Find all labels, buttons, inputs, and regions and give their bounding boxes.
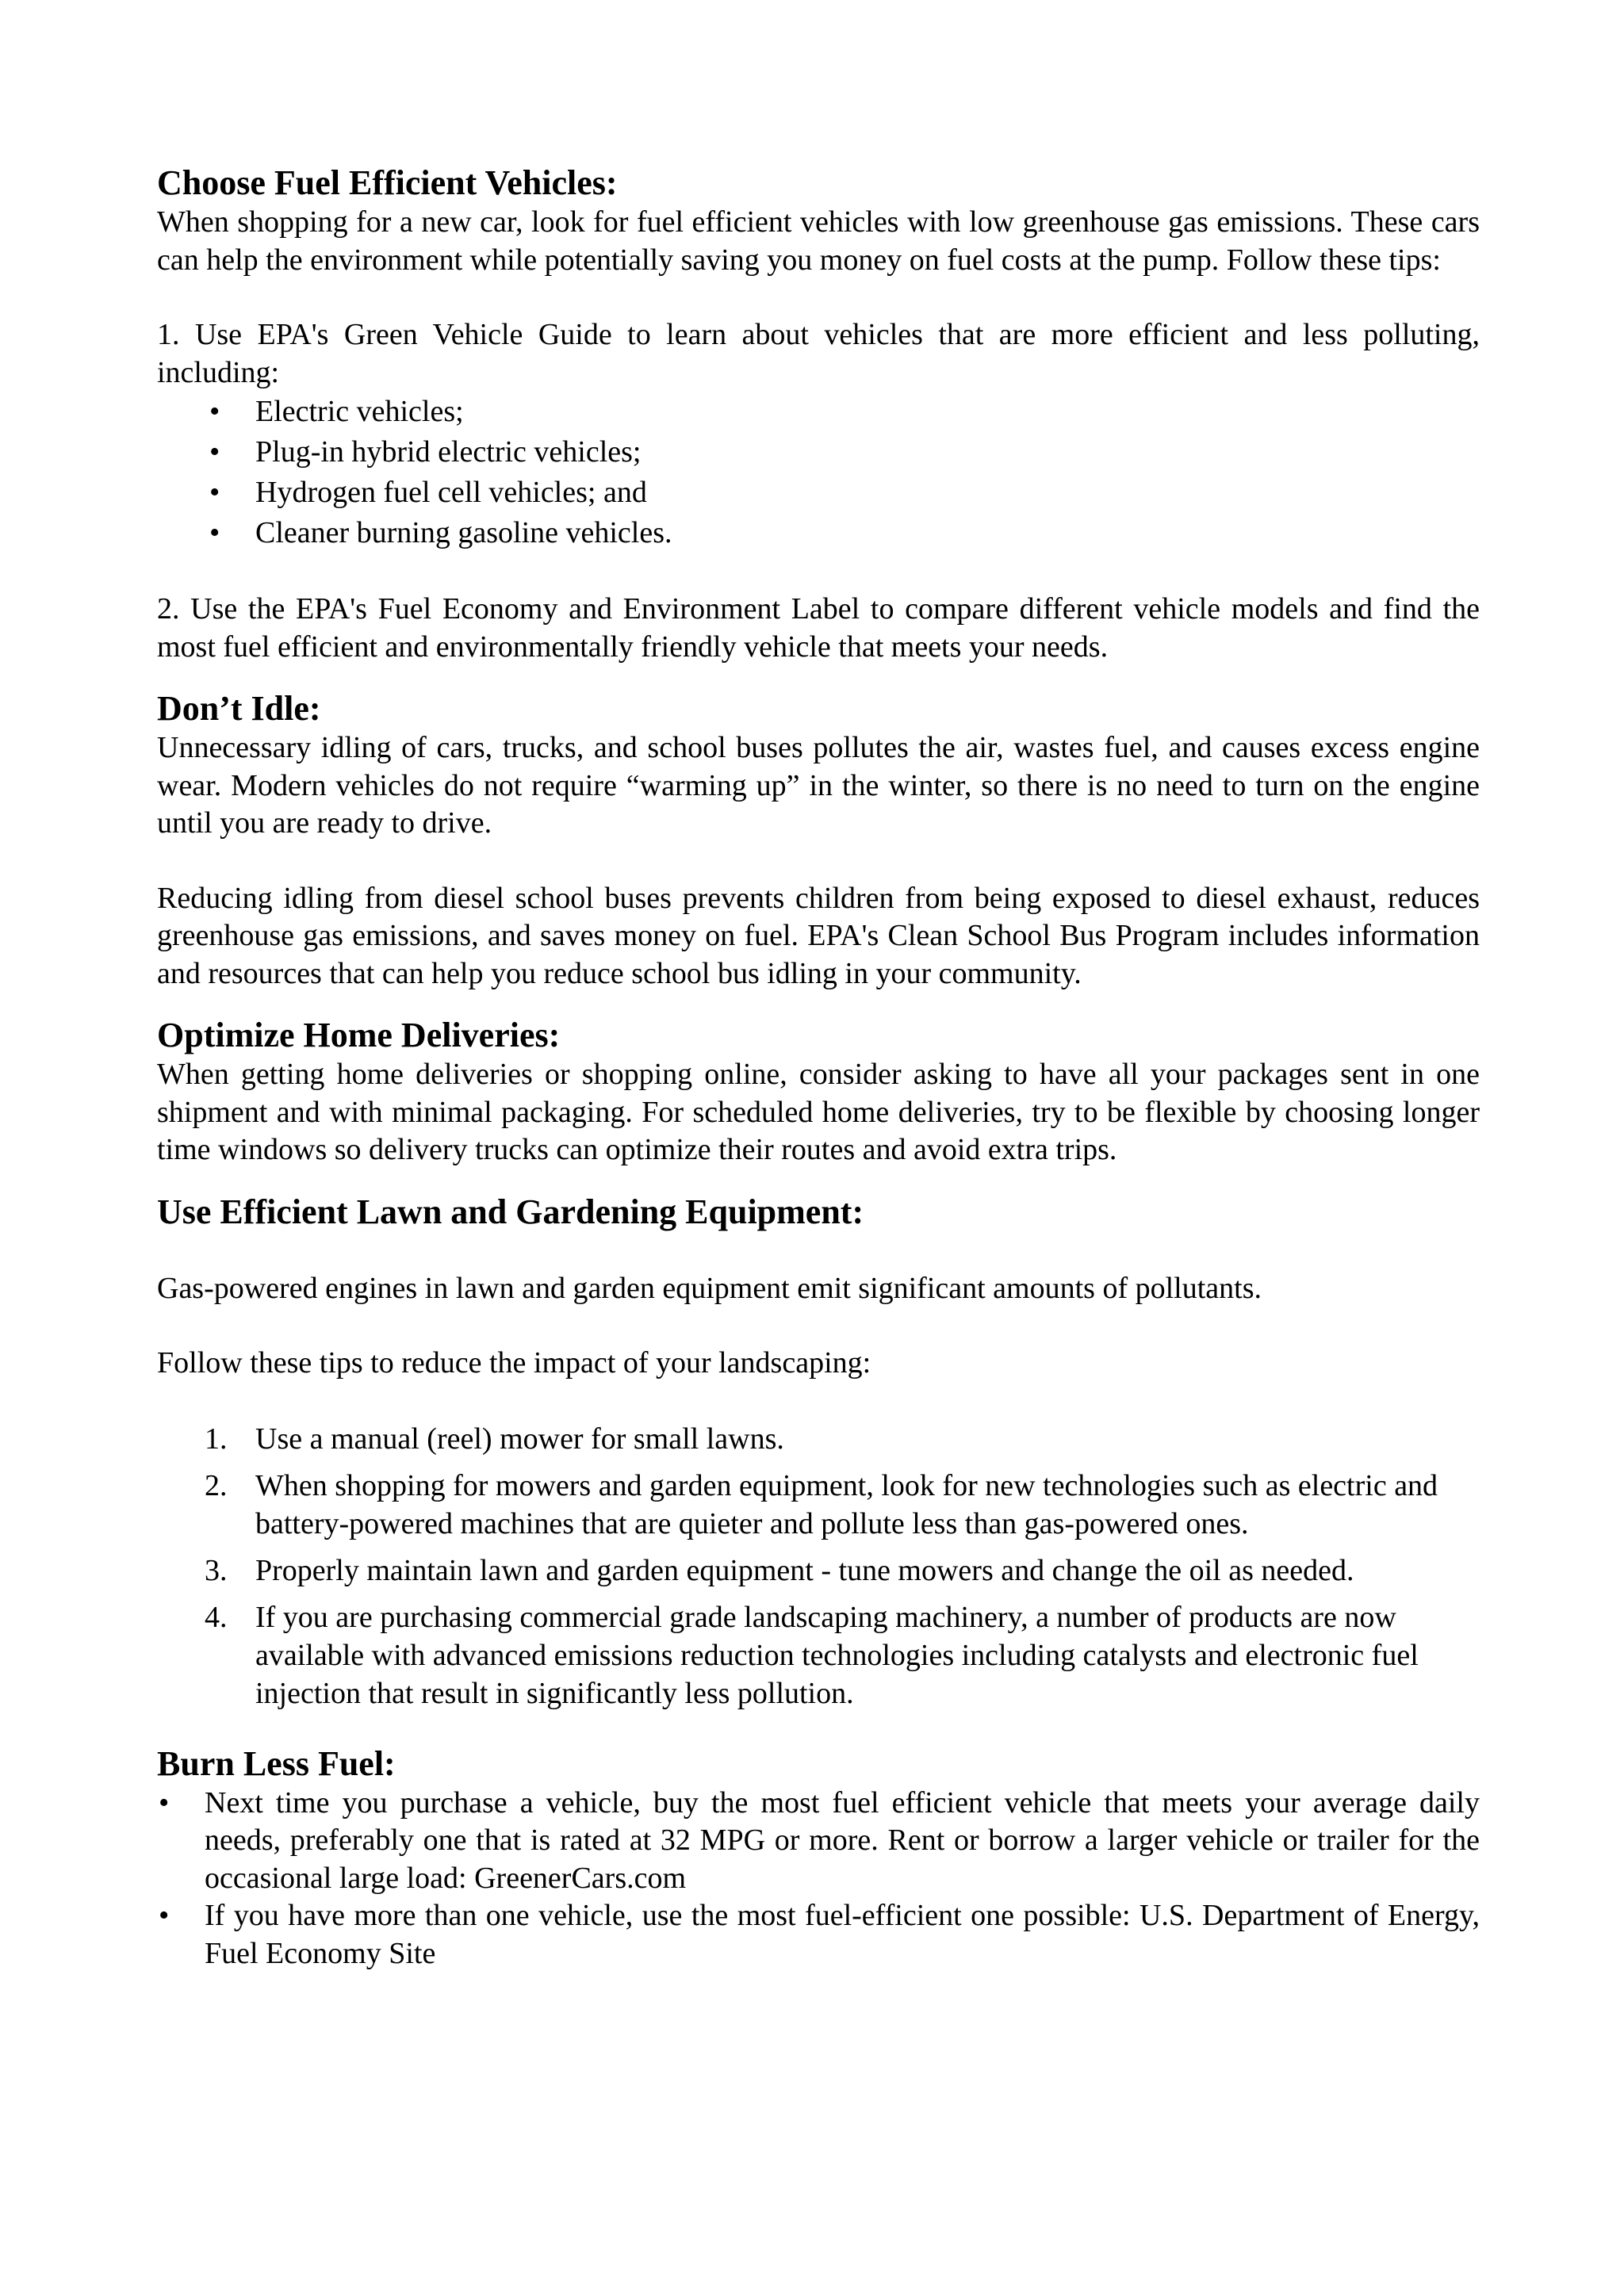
heading-optimize-home-deliveries: Optimize Home Deliveries: [157, 1016, 561, 1054]
list-item: • If you have more than one vehicle, use the most fuel-efficient one possible: U.S. Department of Energy, Fuel Economy Site [159, 1899, 1480, 1970]
heading-burn-less-fuel: Burn Less Fuel: [157, 1743, 396, 1783]
document-page [157, 163, 1480, 1973]
bullet-glyph: • [209, 476, 220, 509]
bullet-glyph: • [159, 1899, 170, 1932]
bullet-glyph: • [209, 516, 220, 549]
paragraph-tip-fuel-economy-label: 2. Use the EPA's Fuel Economy and Environment Label to compare different vehicle models and find the most fuel efficient and environmentally friendly vehicle that meets your needs. [157, 592, 1480, 664]
burn-less-fuel-list [157, 1785, 1480, 1973]
list-item: 3. Properly maintain lawn and garden equipment - tune mowers and change the oil as needed. [205, 1553, 1354, 1587]
paragraph-idling-1: Unnecessary idling of cars, trucks, and school buses pollutes the air, wastes fuel, and causes excess engine wear. Modern vehicles do not require “warming up” in the winter, so there is no need to turn on the engine until you are ready to drive. [157, 731, 1480, 840]
list-item: • Next time you purchase a vehicle, buy the most fuel efficient vehicle that meets your average daily needs, preferably one that is rated at 32 MPG or more. Rent or borrow a larger vehicle or trailer for the occasional large load: GreenerCars.com [159, 1785, 1480, 1895]
vehicle-type-list [157, 392, 1480, 553]
paragraph-home-deliveries: When getting home deliveries or shopping online, consider asking to have all your packages sent in one shipment and with minimal packaging. For scheduled home deliveries, try to be flexible by choosing longer time windows so delivery trucks can optimize their routes and avoid extra trips. [157, 1058, 1480, 1166]
heading-fuel-efficient-vehicles: Choose Fuel Efficient Vehicles: [157, 163, 618, 202]
bullet-glyph: • [209, 435, 220, 469]
heading-lawn-gardening-equipment: Use Efficient Lawn and Gardening Equipment: [157, 1192, 864, 1231]
paragraph-idling-2: Reducing idling from diesel school buses prevents children from being exposed to diesel exhaust, reduces greenhouse gas emissions, and saves money on fuel. EPA's Clean School Bus Program includes information and resources that can help you reduce school bus idling in your community. [157, 881, 1480, 990]
paragraph-lawn-tips-intro: Follow these tips to reduce the impact of your landscaping: [157, 1346, 871, 1380]
paragraph-fuel-efficient-intro: When shopping for a new car, look for fuel efficient vehicles with low greenhouse gas emissions. These cars can help the environment while potentially saving you money on fuel costs at the pump. Follow these tips: [157, 205, 1480, 277]
bullet-glyph: • [159, 1785, 170, 1820]
paragraph-tip-green-vehicle-guide: 1. Use EPA's Green Vehicle Guide to learn about vehicles that are more efficient and less polluting, including: [157, 318, 1480, 389]
list-item: 1. Use a manual (reel) mower for small lawns. [205, 1422, 784, 1456]
bullet-glyph: • [209, 395, 220, 428]
list-item: • Cleaner burning gasoline vehicles. [157, 513, 1480, 553]
list-item: 2. When shopping for mowers and garden equipment, look for new technologies such as electric and battery-powered machines that are quieter and pollute less than gas-powered ones. [205, 1468, 1438, 1540]
list-item: • Plug-in hybrid electric vehicles; [157, 432, 1480, 473]
heading-dont-idle: Don’t Idle: [157, 689, 321, 728]
list-item: 4. If you are purchasing commercial grade landscaping machinery, a number of products are now available with advanced emissions reduction technologies including catalysts and electronic fuel injection that result in significantly less pollution. [205, 1600, 1419, 1710]
list-item: • Hydrogen fuel cell vehicles; and [157, 473, 1480, 513]
paragraph-lawn-emissions: Gas-powered engines in lawn and garden equipment emit significant amounts of pollutants. [157, 1271, 1262, 1305]
list-item: • Electric vehicles; [157, 392, 1480, 432]
lawn-tips-list [157, 1420, 1480, 1712]
